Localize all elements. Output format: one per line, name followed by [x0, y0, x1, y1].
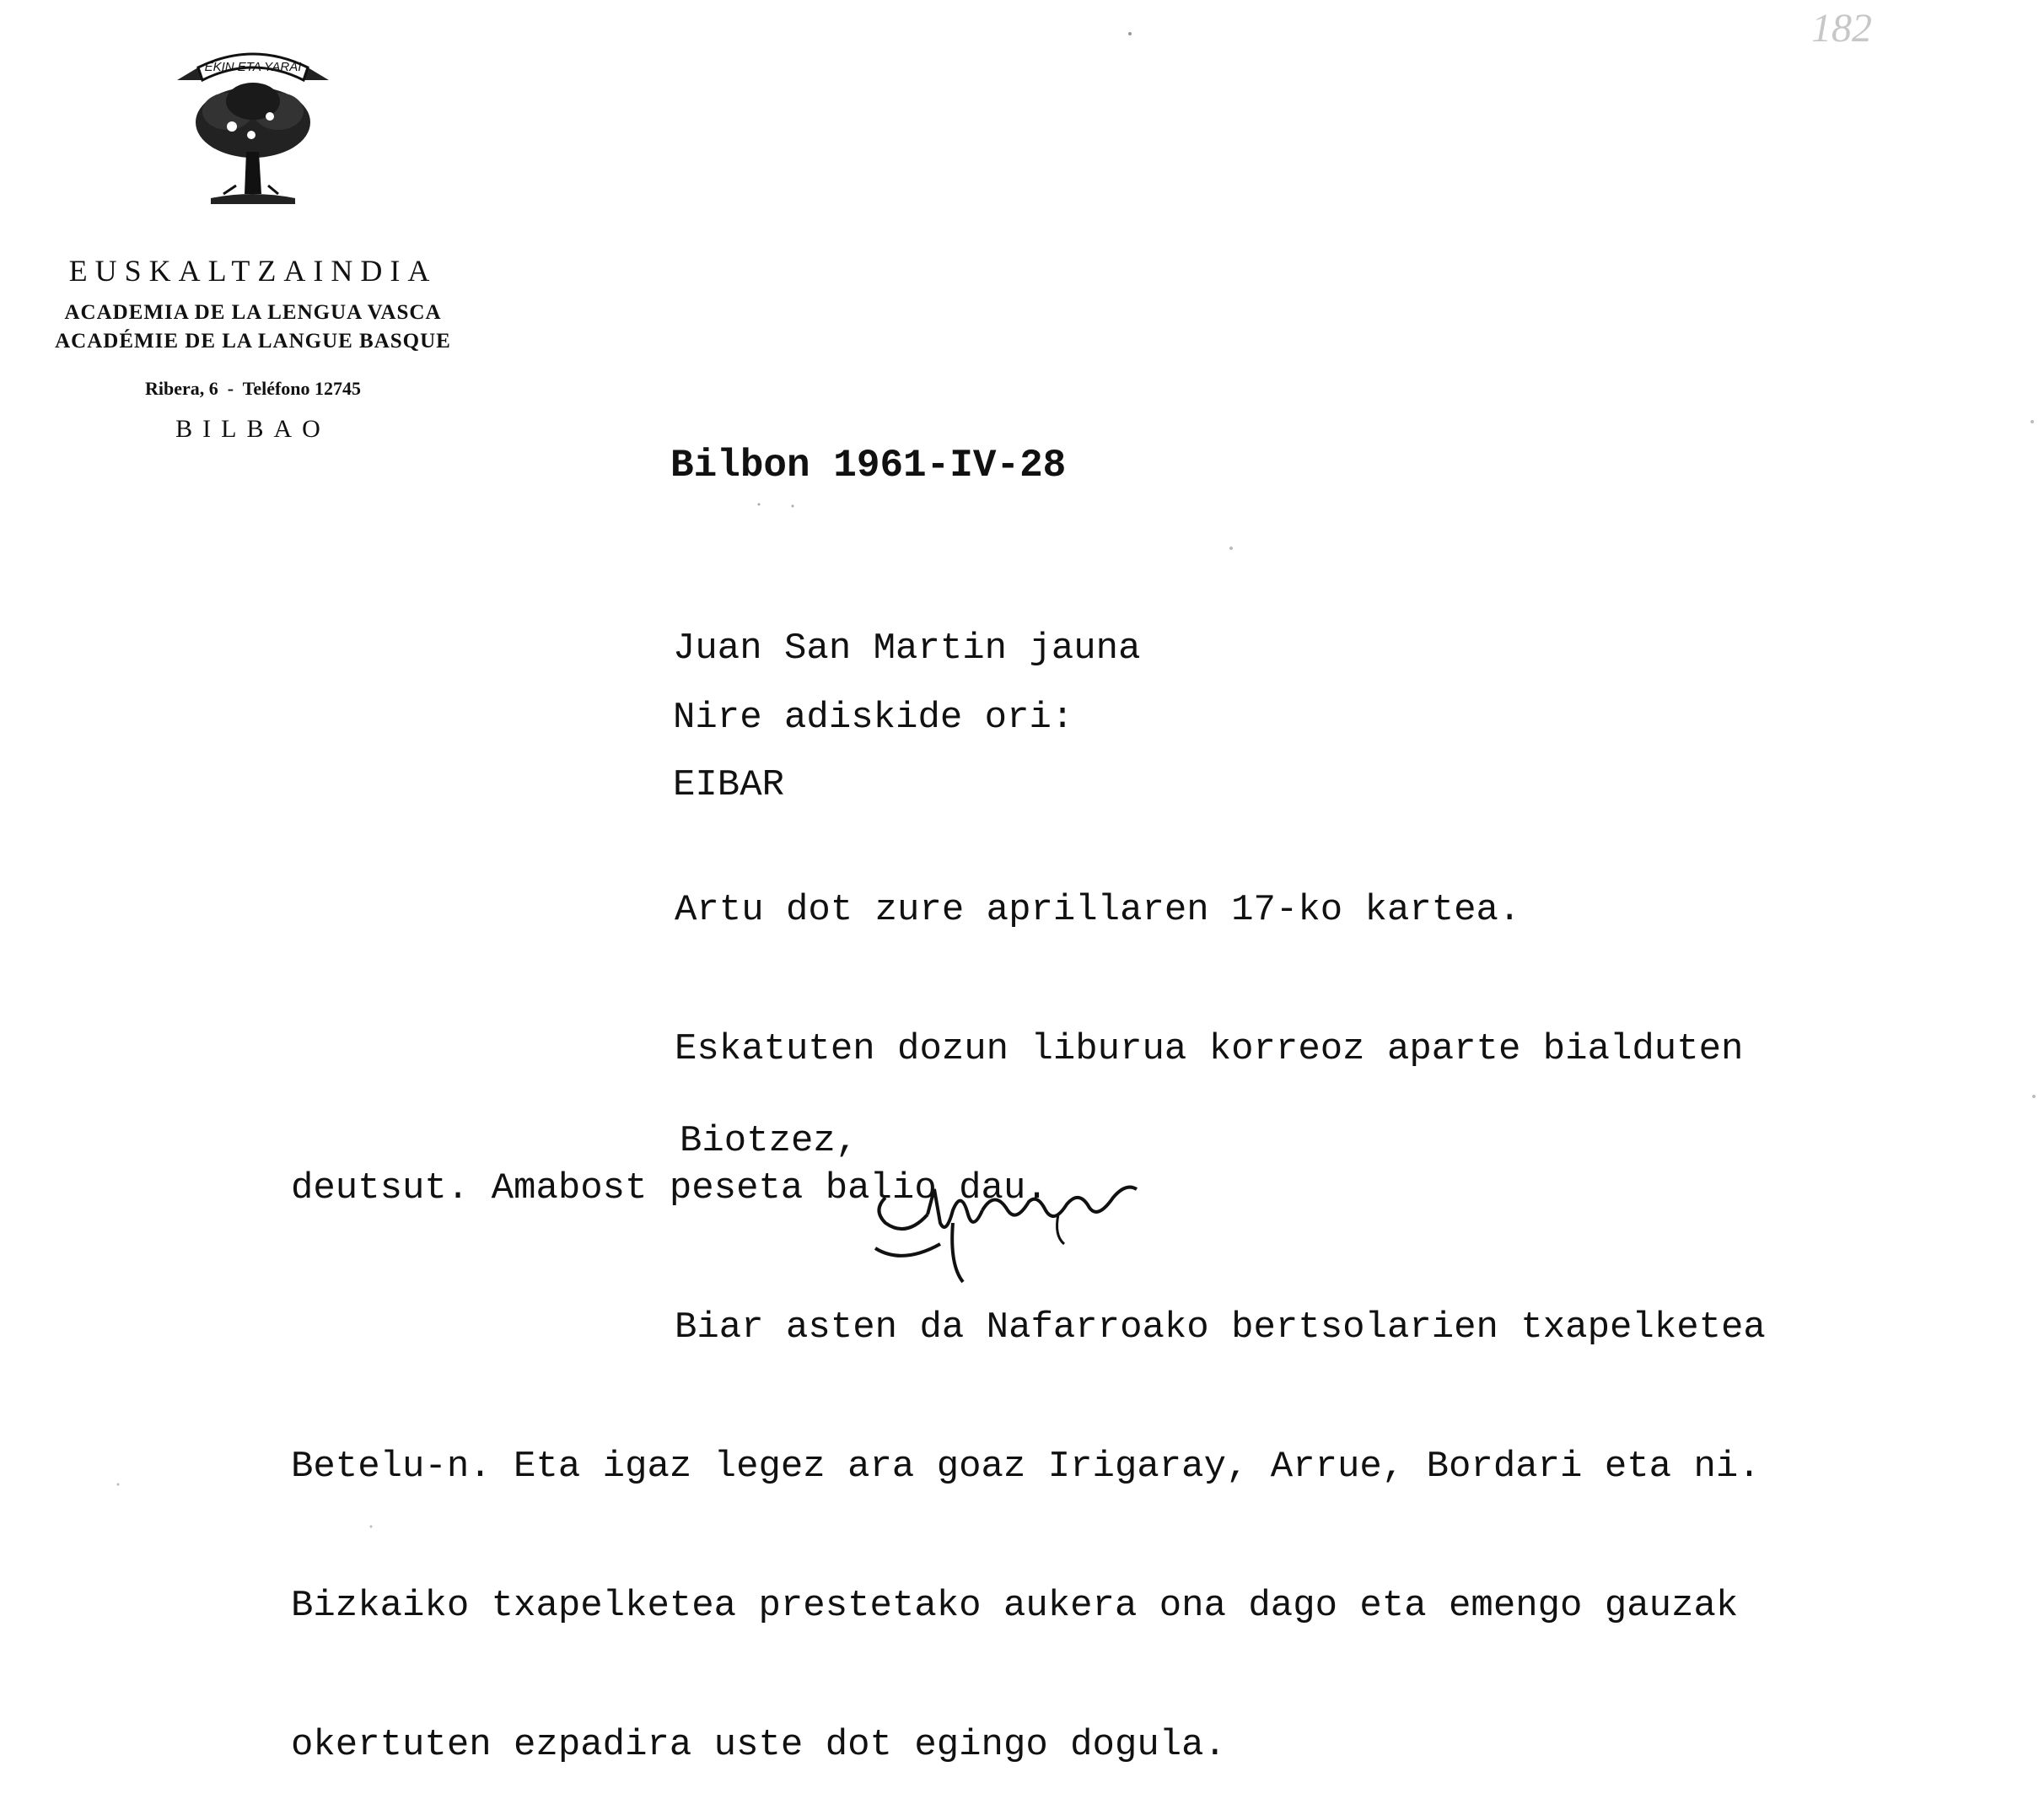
- motto-text: EKIN ETA YARAI: [204, 60, 302, 74]
- recipient-name: Juan San Martin jauna: [673, 627, 1141, 670]
- paragraph-2-line-2: deutsut. Amabost peseta balio dau.: [291, 1167, 1048, 1209]
- paragraph-3-line-4: okertuten ezpadira uste dot egingo dogula.: [291, 1724, 1226, 1766]
- letter-date: Bilbon 1961-IV-28: [670, 444, 1067, 487]
- letter-body: [291, 794, 1766, 1815]
- org-subtitle-es: ACADEMIA DE LA LENGUA VASCA: [64, 301, 442, 324]
- paragraph-3-line-1: Biar asten da Nafarroako bertsolarien txapelketea: [675, 1306, 1766, 1349]
- page-number: 182: [1811, 6, 1872, 51]
- handwritten-signature-icon: [869, 1164, 1172, 1290]
- salutation: Nire adiskide ori:: [673, 697, 1074, 739]
- oak-tree-emblem-icon: [152, 34, 354, 219]
- org-city: BILBAO: [175, 415, 331, 443]
- org-name: EUSKALTZAINDIA: [68, 254, 438, 288]
- paragraph-1: Artu dot zure aprillaren 17-ko kartea.: [675, 889, 1521, 931]
- org-subtitle-fr: ACADÉMIE DE LA LANGUE BASQUE: [55, 330, 451, 353]
- letterhead: [17, 34, 489, 444]
- paragraph-3-line-2: Betelu-n. Eta igaz legez ara goaz Irigaray, Arrue, Bordari eta ni.: [291, 1446, 1761, 1488]
- closing: Biotzez,: [680, 1120, 858, 1162]
- paragraph-3-line-3: Bizkaiko txapelketea prestetako aukera ona dago eta emengo gauzak: [291, 1585, 1739, 1627]
- recipient-place: EIBAR: [673, 764, 785, 806]
- paragraph-2-line-1: Eskatuten dozun liburua korreoz aparte bialduten: [675, 1028, 1744, 1070]
- org-address: Ribera, 6 - Teléfono 12745: [144, 378, 362, 399]
